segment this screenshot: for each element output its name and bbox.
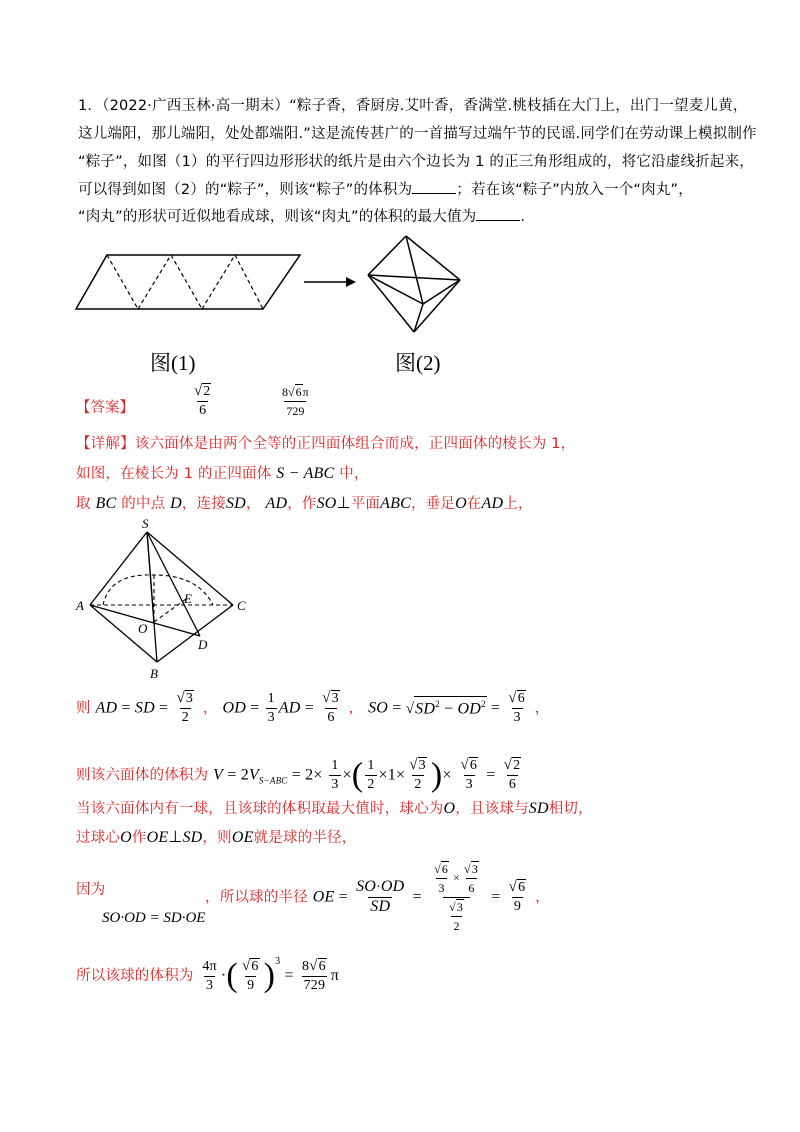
label-D: D [198,637,208,652]
answer-tag: 【答案】 [76,400,134,416]
figure-1-caption: 图(1) [150,351,196,375]
detail-line-8a: 因为 [76,882,106,898]
detail-line-1: 【详解】该六面体是由两个全等的正四面体组合而成，正四面体的棱长为 1， [76,436,576,452]
detail-line-4: 则 AD = SD = √ 3 2 ， OD = $\frac{1}{3}$ AD = √ 3 6 ， SO = √ $SD^2 - OD^2$ = √ 6 3 ， [76,690,550,725]
figure-2-bipyramid [360,228,470,340]
answer-1: √ 2 6 [194,383,211,418]
detail-line-7: 过球心O作OE⊥SD，则OE就是球的半径， [76,829,357,846]
answer-2: 8 √ 6 π 729 [282,385,309,418]
equation-so-od: SO·OD = SD·OE [102,910,206,926]
question-line-4: 可以得到如图（2）的“粽子”，则该“粽子”的体积为 ；若在该“粽子”内放入一个“肉丸”， [78,182,693,198]
label-E: E [184,591,192,606]
detail-line-9: 所以该球的体积为 $\frac{4\pi}{3}$ ·( √ 6 9 )$^3$ = 8 √ 6 729 π [76,956,340,994]
detail-line-8b: ，所以球的半径 OE = $\frac{SO\cdot OD}{SD}$ = √ 6 3 × √ 3 6 √ 3 2 = √ 6 9 ， [205,862,550,933]
label-S: S [142,516,149,531]
answer-blank-2 [476,208,520,221]
figure-1-parallelogram [70,245,310,315]
detail-line-5: 则该六面体的体积为 $V = 2V_{S-ABC} = 2\times$ $\frac{1}{3}$ ×( $\frac{1}{2}$ ×1× √ 3 2 )× √ 6 3 = √ 2 6 [76,756,521,794]
question-line-1: 1．（2022·广西玉林·高一期末）“粽子香，香厨房.艾叶香，香满堂.桃枝插在大门上，出门一望麦儿黄， [78,98,748,114]
question-line-2: 这儿端阳，那儿端阳，处处都端阳.”这是流传甚广的一首描写过端午节的民谣.同学们在劳动课上模拟制作 [78,126,757,142]
detail-line-6: 当该六面体内有一球，且该球的体积取最大值时，球心为O，且该球与SD相切， [76,800,593,817]
detail-line-3: 取 BC 的中点 D，连接SD， AD，作SO⊥平面ABC，垂足O在AD上， [76,495,533,512]
question-line-3: “粽子”，如图（1）的平行四边形形状的纸片是由六个边长为 1 的正三角形组成的，将它沿虚线折起来， [78,154,754,170]
tetrahedron-diagram [70,515,255,685]
label-O: O [138,621,148,636]
label-A: A [76,598,84,613]
label-B: B [150,666,158,681]
label-C: C [237,598,246,613]
answer-blank-1 [412,181,456,194]
question-line-5: “肉丸”的形状可近似地看成球，则该“肉丸”的体积的最大值为 . [78,209,526,225]
figure-2-caption: 图(2) [395,351,441,375]
arrow-icon [300,272,360,292]
detail-line-2: 如图，在棱长为 1 的正四面体 S − ABC 中， [76,465,369,482]
